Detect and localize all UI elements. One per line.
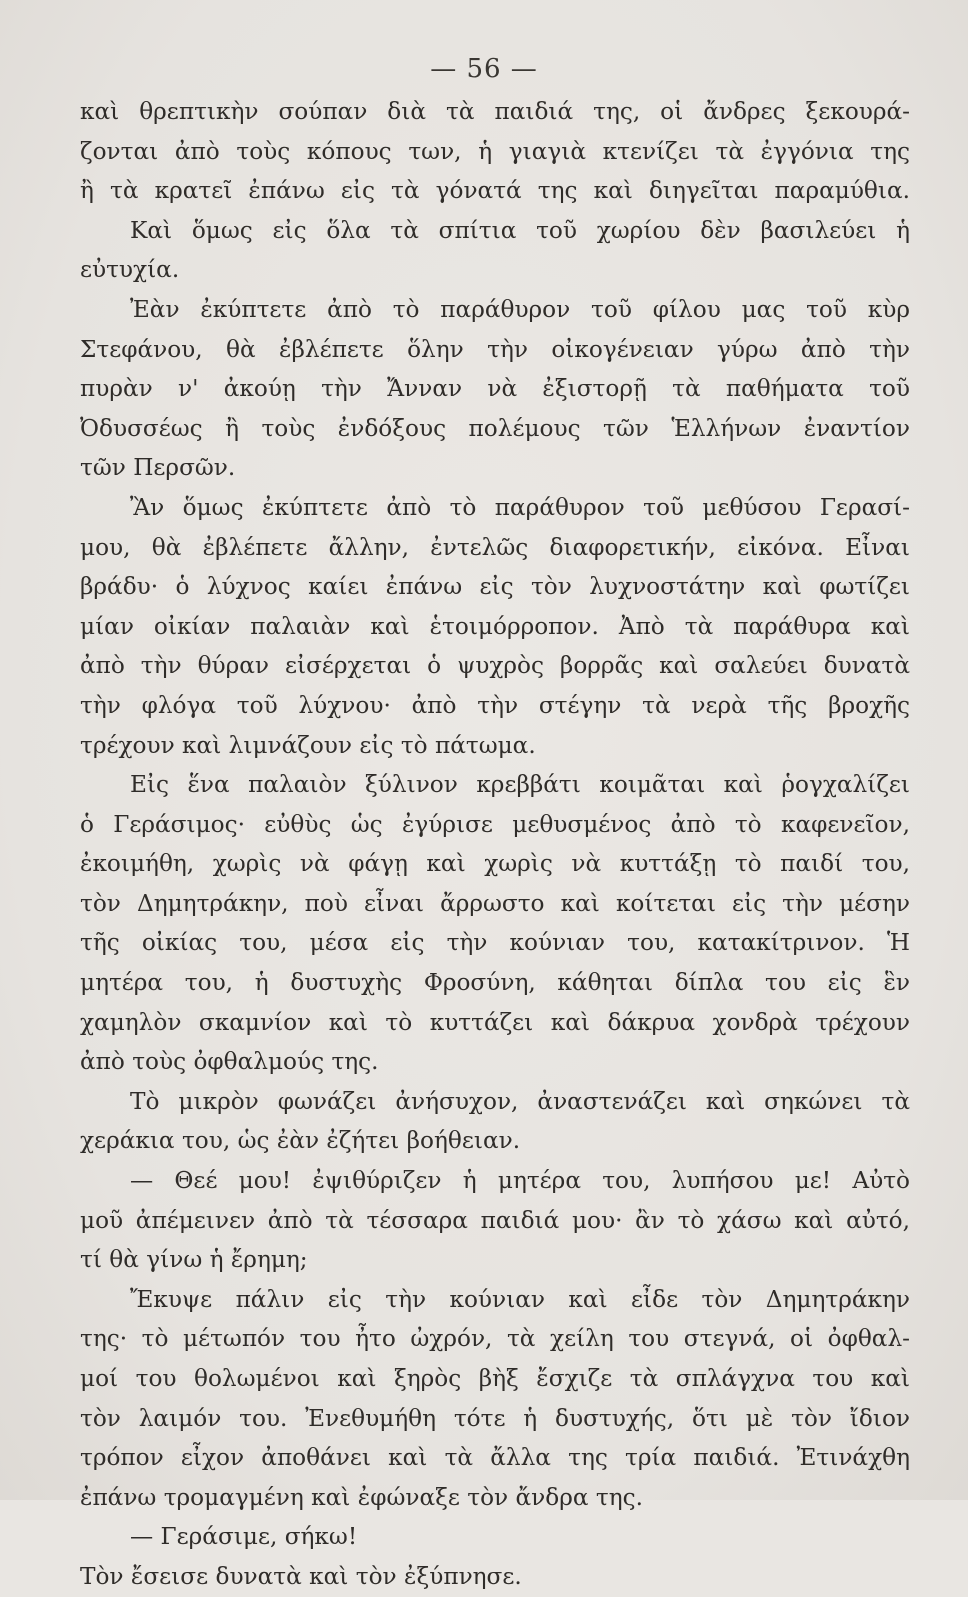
text-line: — Γεράσιμε, σήκω! [130,1523,358,1551]
text-line: ἀπὸ τοὺς ὀφθαλμούς της. [80,1048,379,1076]
text-line: μοῦ ἀπέμεινεν ἀπὸ τὰ τέσσαρα παιδιά μου· ἂν τὸ χάσω καὶ αὐτό, [80,1206,910,1234]
text-line: τὴν φλόγα τοῦ λύχνου· ἀπὸ τὴν στέγην τὰ νερὰ τῆς βροχῆς [80,691,910,719]
text-line: Στεφάνου, θὰ ἐβλέπετε ὅλην τὴν οἰκογένειαν γύρω ἀπὸ τὴν [80,335,910,363]
text-line: χαμηλὸν σκαμνίον καὶ τὸ κυττάζει καὶ δάκρυα χονδρὰ τρέχουν [80,1008,910,1036]
text-line: Ἐὰν ἐκύπτετε ἀπὸ τὸ παράθυρον τοῦ φίλου μας τοῦ κὺρ [130,295,910,323]
text-line: ὁ Γεράσιμος· εὐθὺς ὡς ἐγύρισε μεθυσμένος ἀπὸ τὸ καφενεῖον, [80,810,910,838]
text-line: τὸν λαιμόν του. Ἐνεθυμήθη τότε ἡ δυστυχής, ὅτι μὲ τὸν ἴδιον [80,1404,910,1432]
text-line: Ἂν ὅμως ἐκύπτετε ἀπὸ τὸ παράθυρον τοῦ μεθύσου Γερασί- [130,493,910,521]
text-line: Καὶ ὅμως εἰς ὅλα τὰ σπίτια τοῦ χωρίου δὲν βασιλεύει ἡ [130,216,910,244]
text-line: τί θὰ γίνω ἡ ἔρημη; [80,1246,308,1274]
text-line: ἀπὸ τὴν θύραν εἰσέρχεται ὁ ψυχρὸς βορρᾶς καὶ σαλεύει δυνατὰ [80,652,910,680]
text-line: ἐπάνω τρομαγμένη καὶ ἐφώναξε τὸν ἄνδρα της. [80,1483,643,1511]
text-line: τὸν Δημητράκην, ποὺ εἶναι ἄρρωστο καὶ κοίτεται εἰς τὴν μέσην [80,889,910,917]
text-line: ἢ τὰ κρατεῖ ἐπάνω εἰς τὰ γόνατά της καὶ διηγεῖται παραμύθια. [80,177,910,205]
text-line: τῆς οἰκίας του, μέσα εἰς τὴν κούνιαν του, κατακίτρινον. Ἡ [80,929,910,957]
text-line: Τὸ μικρὸν φωνάζει ἀνήσυχον, ἀναστενάζει καὶ σηκώνει τὰ [130,1087,910,1115]
text-line: μίαν οἰκίαν παλαιὰν καὶ ἑτοιμόρροπον. Ἀπὸ τὰ παράθυρα καὶ [80,612,910,640]
text-line: Τὸν ἔσεισε δυνατὰ καὶ τὸν ἐξύπνησε. [80,1562,522,1590]
text-line: — Θεέ μου! ἐψιθύριζεν ἡ μητέρα του, λυπήσου με! Αὐτὸ [130,1167,910,1195]
text-line: καὶ θρεπτικὴν σούπαν διὰ τὰ παιδιά της, οἱ ἄνδρες ξεκουρά- [80,98,910,125]
text-line: μοί του θολωμένοι καὶ ξηρὸς βὴξ ἔσχιζε τὰ σπλάγχνα του καὶ [80,1365,910,1392]
text-line: πυρὰν ν' ἀκούῃ τὴν Ἄνναν νὰ ἐξιστορῇ τὰ παθήματα τοῦ [80,375,910,403]
text-line: τῶν Περσῶν. [80,454,236,482]
text-line: εὐτυχία. [80,256,180,284]
text-line: της· τὸ μέτωπόν του ἦτο ὠχρόν, τὰ χείλη του στεγνά, οἱ ὀφθαλ- [80,1325,910,1353]
text-line: βράδυ· ὁ λύχνος καίει ἐπάνω εἰς τὸν λυχνοστάτην καὶ φωτίζει [80,573,910,601]
text-line: ζονται ἀπὸ τοὺς κόπους των, ἡ γιαγιὰ κτενίζει τὰ ἐγγόνια της [80,137,910,165]
text-line: ἐκοιμήθη, χωρὶς νὰ φάγῃ καὶ χωρὶς νὰ κυττάξῃ τὸ παιδί του, [80,850,910,878]
body-text [80,92,910,1597]
text-line: μου, θὰ ἐβλέπετε ἄλλην, ἐντελῶς διαφορετικήν, εἰκόνα. Εἶναι [80,533,910,561]
text-line: Ὀδυσσέως ἢ τοὺς ἐνδόξους πολέμους τῶν Ἑλλήνων ἐναντίον [80,414,910,442]
text-line: τρόπον εἶχον ἀποθάνει καὶ τὰ ἄλλα της τρία παιδιά. Ἐτινάχθη [80,1444,910,1472]
text-line: τρέχουν καὶ λιμνάζουν εἰς τὸ πάτωμα. [80,731,536,759]
page-number: — 56 — [430,54,538,84]
text-line: Ἔκυψε πάλιν εἰς τὴν κούνιαν καὶ εἶδε τὸν Δημητράκην [130,1285,910,1313]
text-line: μητέρα του, ἡ δυστυχὴς Φροσύνη, κάθηται δίπλα του εἰς ἓν [80,969,910,997]
text-line: Εἰς ἕνα παλαιὸν ξύλινον κρεββάτι κοιμᾶται καὶ ῥογχαλίζει [130,771,910,799]
text-line: χεράκια του, ὡς ἐὰν ἐζήτει βοήθειαν. [80,1127,521,1155]
